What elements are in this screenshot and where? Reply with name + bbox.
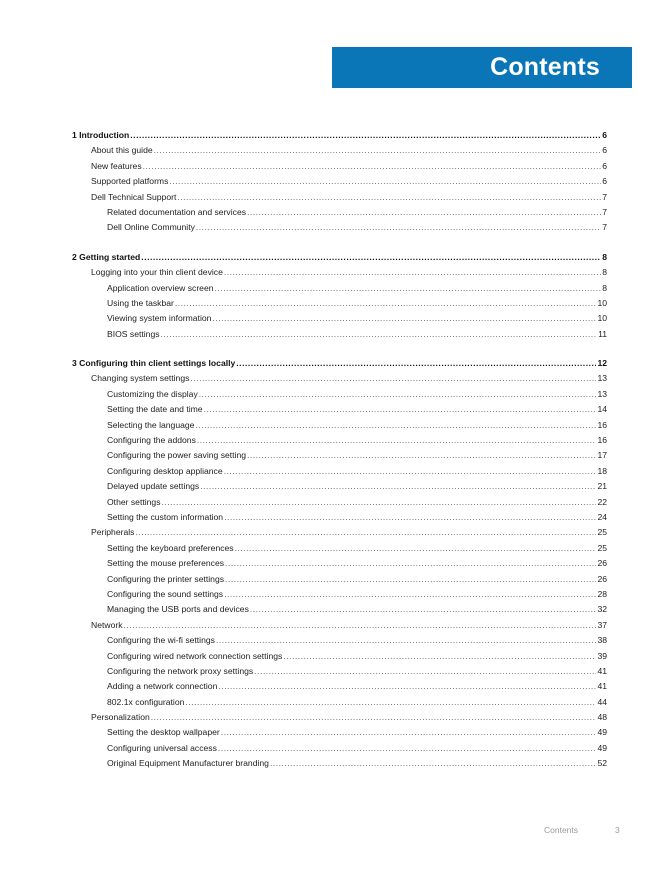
toc-entry-label[interactable]: Configuring the network proxy settings <box>107 665 254 676</box>
toc-entry[interactable] <box>72 741 607 756</box>
toc-entry-page-number[interactable]: 18 <box>597 465 607 476</box>
toc-entry[interactable] <box>72 205 607 220</box>
toc-dot-leader <box>154 143 602 158</box>
toc-entry[interactable] <box>72 510 607 525</box>
toc-entry-page-number[interactable]: 12 <box>597 358 607 369</box>
toc-chapter-entry[interactable] <box>72 128 607 143</box>
toc-entry[interactable] <box>72 602 607 617</box>
toc-dot-leader <box>195 418 596 433</box>
toc-entry-page-number[interactable]: 13 <box>597 373 607 384</box>
toc-entry-label[interactable]: Delayed update settings <box>107 481 200 492</box>
toc-dot-leader <box>224 510 596 525</box>
toc-entry-label[interactable]: Customizing the display <box>107 388 198 399</box>
toc-entry-page-number[interactable]: 6 <box>602 160 607 171</box>
toc-entry-label[interactable]: Configuring the sound settings <box>107 588 224 599</box>
toc-entry[interactable] <box>72 174 607 189</box>
toc-entry-label[interactable]: Supported platforms <box>91 176 169 187</box>
toc-entry-label[interactable]: Setting the date and time <box>107 404 203 415</box>
toc-dot-leader <box>224 265 601 280</box>
toc-dot-leader <box>247 448 596 463</box>
toc-dot-leader <box>212 311 596 326</box>
toc-dot-leader <box>177 190 601 205</box>
toc-entry-label[interactable]: Selecting the language <box>107 419 195 430</box>
toc-entry-label[interactable]: Setting the keyboard preferences <box>107 542 234 553</box>
toc-entry-label[interactable]: Setting the mouse preferences <box>107 558 225 569</box>
toc-entry[interactable] <box>72 159 607 174</box>
toc-entry-label[interactable]: Configuring wired network connection settings <box>107 650 283 661</box>
toc-entry-label[interactable]: Setting the desktop wallpaper <box>107 727 220 738</box>
toc-dot-leader <box>162 495 597 510</box>
toc-entry-label[interactable]: BIOS settings <box>107 328 160 339</box>
toc-dot-leader <box>218 741 597 756</box>
toc-dot-leader <box>225 556 596 571</box>
toc-dot-leader <box>130 128 601 143</box>
toc-entry-page-number[interactable]: 10 <box>597 313 607 324</box>
toc-entry-label[interactable]: Configuring the addons <box>107 435 196 446</box>
toc-entry-page-number[interactable]: 6 <box>602 130 607 140</box>
toc-entry[interactable] <box>72 464 607 479</box>
toc-dot-leader <box>200 479 596 494</box>
contents-header-banner <box>332 47 632 88</box>
toc-entry-label[interactable]: Configuring desktop appliance <box>107 465 223 476</box>
toc-entry-label[interactable]: Managing the USB ports and devices <box>107 604 249 615</box>
toc-entry-label[interactable]: Related documentation and services <box>107 206 247 217</box>
toc-entry-page-number[interactable]: 7 <box>602 191 607 202</box>
toc-dot-leader <box>199 387 597 402</box>
toc-entry-label[interactable]: New features <box>91 160 142 171</box>
toc-dot-leader <box>190 371 596 386</box>
toc-entry-page-number[interactable]: 26 <box>597 558 607 569</box>
toc-entry-page-number[interactable]: 17 <box>597 450 607 461</box>
toc-entry[interactable] <box>72 448 607 463</box>
toc-entry-page-number[interactable]: 49 <box>597 727 607 738</box>
toc-entry-label[interactable]: Dell Technical Support <box>91 191 177 202</box>
toc-dot-leader <box>185 695 596 710</box>
toc-entry-page-number[interactable]: 7 <box>602 222 607 233</box>
toc-chapter-entry[interactable] <box>72 356 607 371</box>
toc-entry-page-number[interactable]: 38 <box>597 635 607 646</box>
toc-entry-label[interactable]: Configuring the power saving setting <box>107 450 247 461</box>
page-title: Contents <box>490 53 600 81</box>
toc-entry[interactable] <box>72 587 607 602</box>
toc-entry[interactable] <box>72 541 607 556</box>
toc-dot-leader <box>161 327 598 342</box>
toc-entry[interactable] <box>72 296 607 311</box>
toc-entry[interactable] <box>72 679 607 694</box>
toc-entry-label[interactable]: Logging into your thin client device <box>91 267 223 278</box>
footer-section-label: Contents <box>544 825 579 835</box>
toc-entry-label[interactable]: Configuring the wi-fi settings <box>107 635 215 646</box>
toc-entry-page-number[interactable]: 8 <box>602 282 607 293</box>
toc-dot-leader <box>221 725 597 740</box>
toc-entry-page-number[interactable]: 52 <box>597 758 607 769</box>
toc-entry-page-number[interactable]: 41 <box>597 665 607 676</box>
toc-entry[interactable] <box>72 220 607 235</box>
toc-entry[interactable] <box>72 402 607 417</box>
toc-entry[interactable] <box>72 525 607 540</box>
toc-dot-leader <box>235 541 597 556</box>
toc-entry-label[interactable]: Setting the custom information <box>107 511 224 522</box>
toc-entry-label[interactable]: 2 Getting started <box>72 251 141 262</box>
toc-entry-page-number[interactable]: 32 <box>597 604 607 615</box>
toc-chapter-entry[interactable] <box>72 250 607 265</box>
toc-entry-label[interactable]: 802.1x configuration <box>107 696 185 707</box>
toc-dot-leader <box>143 159 602 174</box>
toc-dot-leader <box>236 356 596 371</box>
toc-dot-leader <box>270 756 596 771</box>
toc-entry-label[interactable]: Using the taskbar <box>107 297 174 308</box>
toc-entry-page-number[interactable]: 6 <box>602 145 607 156</box>
toc-dot-leader <box>124 618 597 633</box>
toc-entry-page-number[interactable]: 26 <box>597 573 607 584</box>
toc-dot-leader <box>216 633 596 648</box>
toc-entry-page-number[interactable]: 13 <box>597 388 607 399</box>
toc-entry-label[interactable]: Changing system settings <box>91 373 190 384</box>
toc-entry[interactable] <box>72 725 607 740</box>
toc-entry[interactable] <box>72 265 607 280</box>
toc-entry-page-number[interactable]: 16 <box>597 435 607 446</box>
toc-entry[interactable] <box>72 479 607 494</box>
toc-dot-leader <box>169 174 601 189</box>
toc-dot-leader <box>218 679 596 694</box>
toc-entry-label[interactable]: Configuring the printer settings <box>107 573 225 584</box>
toc-entry[interactable] <box>72 495 607 510</box>
toc-entry-page-number[interactable]: 14 <box>597 404 607 415</box>
toc-entry-page-number[interactable]: 21 <box>597 481 607 492</box>
toc-entry-page-number[interactable]: 44 <box>597 696 607 707</box>
toc-dot-leader <box>141 250 601 265</box>
toc-dot-leader <box>283 649 596 664</box>
toc-entry-label[interactable]: Viewing system information <box>107 313 212 324</box>
toc-entry-page-number[interactable]: 48 <box>597 712 607 723</box>
toc-chapter-getting-started <box>72 250 607 342</box>
toc-dot-leader <box>247 205 601 220</box>
toc-entry-page-number[interactable]: 25 <box>597 542 607 553</box>
toc-entry-page-number[interactable]: 6 <box>602 176 607 187</box>
toc-entry[interactable] <box>72 190 607 205</box>
toc-entry[interactable] <box>72 143 607 158</box>
toc-dot-leader <box>224 464 597 479</box>
toc-entry-page-number[interactable]: 10 <box>597 297 607 308</box>
footer-page-number: 3 <box>615 825 620 835</box>
toc-entry[interactable] <box>72 664 607 679</box>
toc-dot-leader <box>204 402 597 417</box>
toc-entry-page-number[interactable]: 8 <box>602 267 607 278</box>
toc-chapter-introduction <box>72 128 607 236</box>
toc-entry-label[interactable]: Adding a network connection <box>107 681 218 692</box>
toc-entry-page-number[interactable]: 16 <box>597 419 607 430</box>
toc-dot-leader <box>224 587 596 602</box>
toc-entry-label[interactable]: Configuring universal access <box>107 742 217 753</box>
toc-dot-leader <box>254 664 596 679</box>
toc-dot-leader <box>215 281 602 296</box>
toc-entry-page-number[interactable]: 25 <box>597 527 607 538</box>
toc-entry-label[interactable]: Network <box>91 619 123 630</box>
toc-entry[interactable] <box>72 387 607 402</box>
toc-entry-label[interactable]: Original Equipment Manufacturer branding <box>107 758 269 769</box>
toc-entry[interactable] <box>72 572 607 587</box>
toc-entry-page-number[interactable]: 11 <box>598 328 607 339</box>
toc-entry-page-number[interactable]: 24 <box>597 511 607 522</box>
toc-entry-page-number[interactable]: 22 <box>597 496 607 507</box>
toc-entry[interactable] <box>72 710 607 725</box>
toc-entry[interactable] <box>72 756 607 771</box>
toc-dot-leader <box>197 433 597 448</box>
toc-dot-leader <box>135 525 596 540</box>
toc-entry[interactable] <box>72 418 607 433</box>
toc-dot-leader <box>151 710 597 725</box>
toc-entry[interactable] <box>72 633 607 648</box>
toc-entry-label[interactable]: 1 Introduction <box>72 130 130 140</box>
toc-entry[interactable] <box>72 556 607 571</box>
toc-entry-label[interactable]: Application overview screen <box>107 282 214 293</box>
toc-entry[interactable] <box>72 649 607 664</box>
toc-entry[interactable] <box>72 311 607 326</box>
toc-entry-label[interactable]: Peripherals <box>91 527 135 538</box>
toc-entry-page-number[interactable]: 7 <box>602 206 607 217</box>
toc-entry[interactable] <box>72 618 607 633</box>
toc-dot-leader <box>250 602 597 617</box>
toc-entry-page-number[interactable]: 49 <box>597 742 607 753</box>
toc-dot-leader <box>225 572 596 587</box>
toc-dot-leader <box>175 296 597 311</box>
toc-entry[interactable] <box>72 327 607 342</box>
toc-chapter-configuring-settings <box>72 356 607 772</box>
toc-entry[interactable] <box>72 371 607 386</box>
toc-entry[interactable] <box>72 281 607 296</box>
toc-entry-page-number[interactable]: 41 <box>597 681 607 692</box>
toc-entry[interactable] <box>72 695 607 710</box>
toc-dot-leader <box>196 220 601 235</box>
toc-entry-label[interactable]: Other settings <box>107 496 161 507</box>
toc-entry-label[interactable]: Dell Online Community <box>107 222 195 233</box>
toc-entry[interactable] <box>72 433 607 448</box>
table-of-contents <box>72 128 607 786</box>
toc-entry-label[interactable]: Personalization <box>91 712 150 723</box>
toc-entry-page-number[interactable]: 8 <box>602 251 607 262</box>
toc-entry-label[interactable]: 3 Configuring thin client settings locally <box>72 358 236 369</box>
toc-entry-page-number[interactable]: 37 <box>597 619 607 630</box>
toc-entry-page-number[interactable]: 39 <box>597 650 607 661</box>
toc-entry-page-number[interactable]: 28 <box>597 588 607 599</box>
toc-entry-label[interactable]: About this guide <box>91 145 153 156</box>
